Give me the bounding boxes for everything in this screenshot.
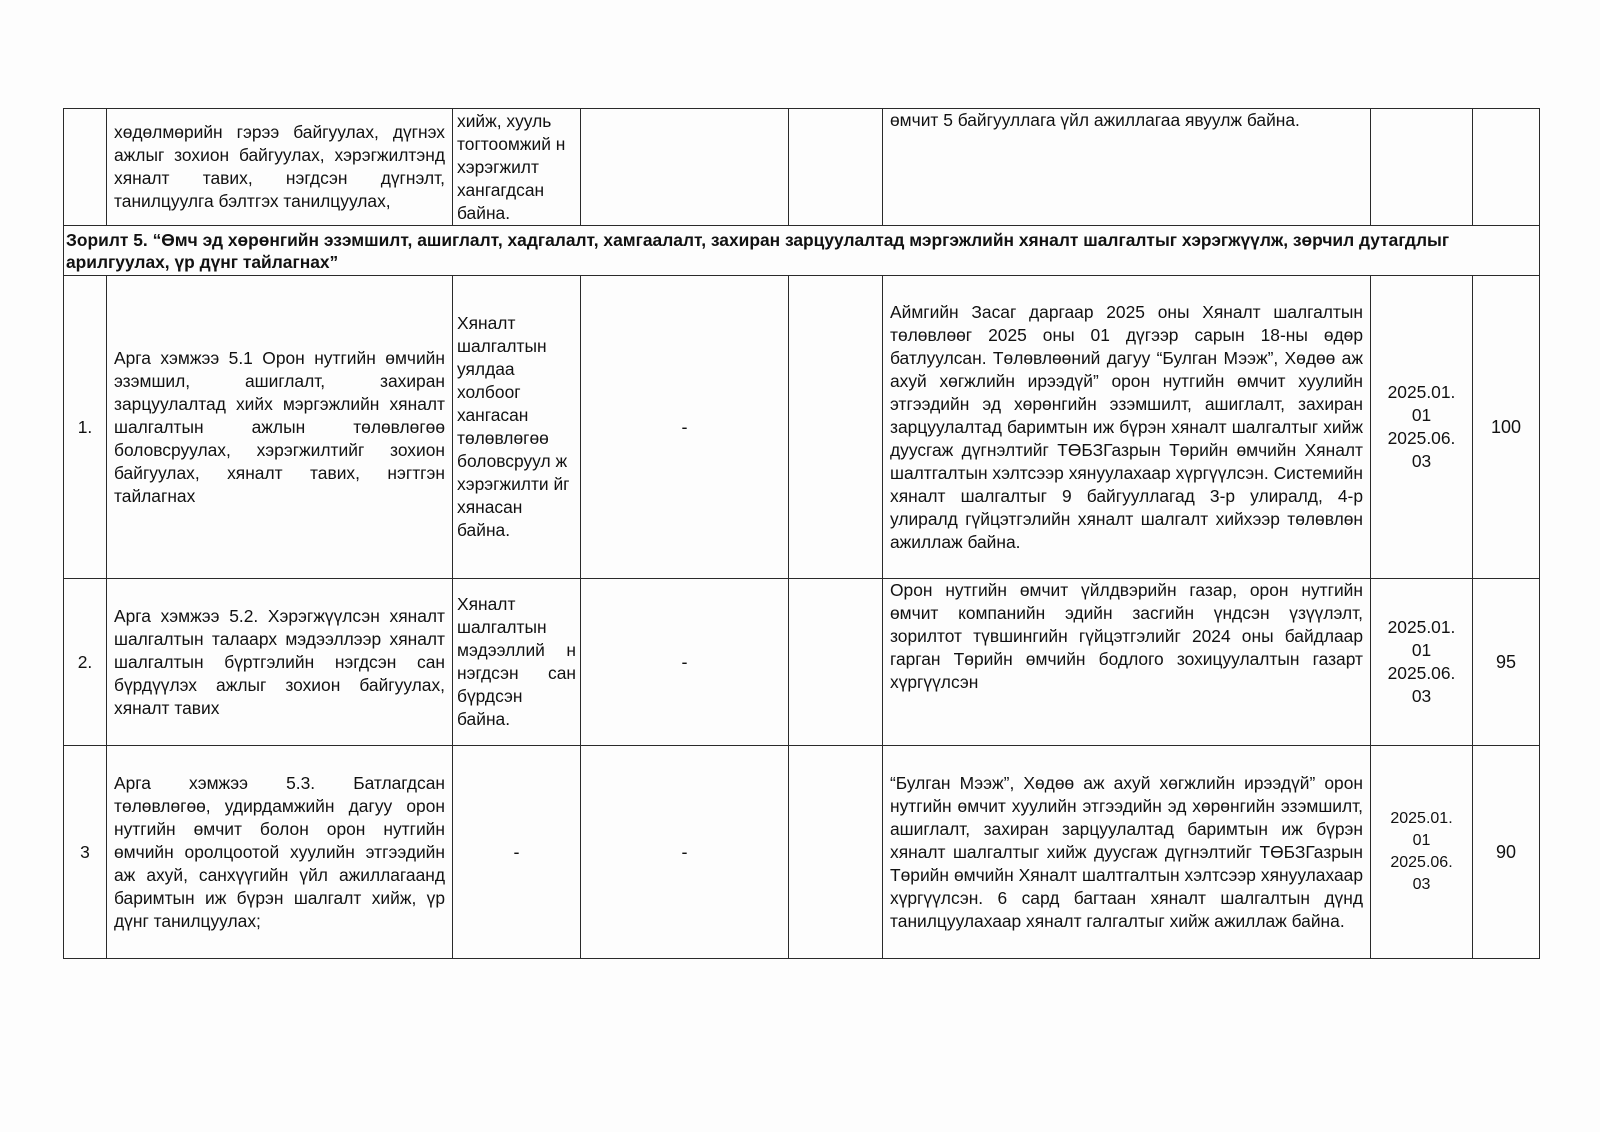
goal-heading: Зорилт 5. “Өмч эд хөрөнгийн эзэмшилт, ашиглалт, хадгалалт, хамгаалалт, захиран зарцуулалтад мэргэжлийн хяналт шалгалтыг хэрэгжүүлж, зөрчил дутагдлыг арилгуулах, үр дүнг тайлагнах”: [64, 226, 1540, 276]
date-end-part1: 2025.06.: [1387, 428, 1456, 448]
date-start-part2: 01: [1412, 832, 1431, 849]
cell-indicator: -: [581, 746, 789, 959]
cell-activity: Арга хэмжээ 5.3. Батлагдсан төлөвлөгөө, удирдамжийн дагуу орон нутгийн өмчит болон орон нутгийн өмчийн оролцоотой хуулийн этгээдийн аж ахуй, санхүүгийн үйл ажиллагаанд баримтын иж бүрэн шалгалт хийж, үр дүнг танилцуулах;: [107, 746, 453, 959]
date-end-part2: 03: [1411, 451, 1432, 471]
cell-baseline: [789, 109, 883, 226]
cell-baseline: [789, 746, 883, 959]
table-row: [64, 746, 1540, 959]
cell-number: [64, 109, 107, 226]
date-start-part2: 01: [1411, 405, 1432, 425]
cell-performance: Орон нутгийн өмчит үйлдвэрийн газар, орон нутгийн өмчит компанийн эдийн засгийн үндсэн үзүүлэлт, зорилтот түвшингийн гүйцэтгэлийг 2024 оны байдлаар гарган Төрийн өмчийн бодлого зохицуулалтын газарт хүргүүлсэн: [883, 579, 1371, 746]
cell-indicator: [581, 109, 789, 226]
report-table: [63, 108, 1540, 959]
cell-number: 2.: [64, 579, 107, 746]
cell-performance: Аймгийн Засаг даргаар 2025 оны Хяналт шалгалтын төлөвлөөг 2025 оны 01 дүгээр сарын 18-ны өдөр батлуулсан. Төлөвлөөний дагуу “Булган Мээж”, Хөдөө аж ахуй хөгжлийн ирээдүй” орон нутгийн өмчит хуулийн этгээдийн эд хөрөнгийн эзэмшилт, ашиглалт, захиран зарцуулалтад баримтын иж бүрэн хяналт шалгалтыг хийж дуусгаж дүгнэлтийг ТӨБЗГазрын Төрийн өмчийн Хяналт шалтгалтын хэлтсээр хянуулахаар хүргүүлсэн. Системийн хяналт шалгалтыг 9 байгууллагад 3-р улиралд, 4-р улиралд гүйцэтгэлийн хяналт шалгалт хийхээр төлөвлөн ажиллаж байна.: [883, 276, 1371, 579]
cell-indicator: -: [581, 579, 789, 746]
cell-result: Хяналт шалгалтын мэдээллий н нэгдсэн сан бүрдсэн байна.: [453, 579, 581, 746]
cell-result: Хяналт шалгалтын уялдаа холбоог хангасан төлөвлөгөө боловсруул ж хэрэгжилти йг хянасан байна.: [453, 276, 581, 579]
table-row: [64, 276, 1540, 579]
cell-result: -: [453, 746, 581, 959]
cell-activity: Арга хэмжээ 5.1 Орон нутгийн өмчийн эзэмшил, ашиглалт, захиран зарцуулалтад хийх мэргэжлийн хяналт шалгалтын ажлын төлөвлөгөө боловсруулах, хэрэгжилтийг зохион байгуулах, хяналт тавих, нэгтгэн тайлагнах: [107, 276, 453, 579]
date-start-part2: 01: [1411, 640, 1432, 660]
cell-number: 3: [64, 746, 107, 959]
cell-baseline: [789, 579, 883, 746]
date-end-part2: 03: [1412, 876, 1431, 893]
cell-score: [1473, 109, 1540, 226]
table-row-continued: [64, 109, 1540, 226]
cell-indicator: -: [581, 276, 789, 579]
cell-score: 100: [1473, 276, 1540, 579]
cell-score: 90: [1473, 746, 1540, 959]
date-start-part1: 2025.01.: [1390, 810, 1453, 827]
cell-baseline: [789, 276, 883, 579]
cell-date: [1371, 746, 1473, 959]
date-start-part1: 2025.01.: [1387, 617, 1456, 637]
date-start-part1: 2025.01.: [1387, 382, 1456, 402]
cell-number: 1.: [64, 276, 107, 579]
cell-performance: “Булган Мээж”, Хөдөө аж ахуй хөгжлийн ирээдүй” орон нутгийн өмчит хуулийн этгээдийн эд хөрөнгийн эзэмшилт, ашиглалт, захиран зарцуулалтад баримтын иж бүрэн хяналт шалгалтыг хийж дуусгаж дүгнэлтийг ТӨБЗГазрын Төрийн өмчийн Хяналт шалтгалтын хэлтсээр хянуулахаар хүргүүлсэн. 6 сард багтаан хяналт шалгалтын дүнд танилцуулахаар хяналт галгалтыг хийж ажиллаж байна.: [883, 746, 1371, 959]
goal-row: [64, 226, 1540, 276]
cell-result: хийж, хууль тогтоомжий н хэрэгжилт хангагдсан байна.: [453, 109, 581, 226]
table-row: [64, 579, 1540, 746]
cell-activity: Арга хэмжээ 5.2. Хэрэгжүүлсэн хяналт шалгалтын талаарх мэдээллээр хяналт шалгалтын бүртгэлийн нэгдсэн сан бүрдүүлэх ажлыг зохион байгуулах, хяналт тавих: [107, 579, 453, 746]
date-end-part1: 2025.06.: [1387, 663, 1456, 683]
date-end-part1: 2025.06.: [1390, 854, 1453, 871]
cell-date: [1371, 109, 1473, 226]
cell-date: [1371, 276, 1473, 579]
cell-score: 95: [1473, 579, 1540, 746]
cell-performance: өмчит 5 байгууллага үйл ажиллагаа явуулж байна.: [883, 109, 1371, 226]
cell-activity: хөдөлмөрийн гэрээ байгуулах, дүгнэх ажлыг зохион байгуулах, хэрэгжилтэнд хяналт тавих, нэгдсэн дүгнэлт, танилцуулга бэлтгэх танилцуулах,: [107, 109, 453, 226]
date-end-part2: 03: [1411, 686, 1432, 706]
cell-date: [1371, 579, 1473, 746]
